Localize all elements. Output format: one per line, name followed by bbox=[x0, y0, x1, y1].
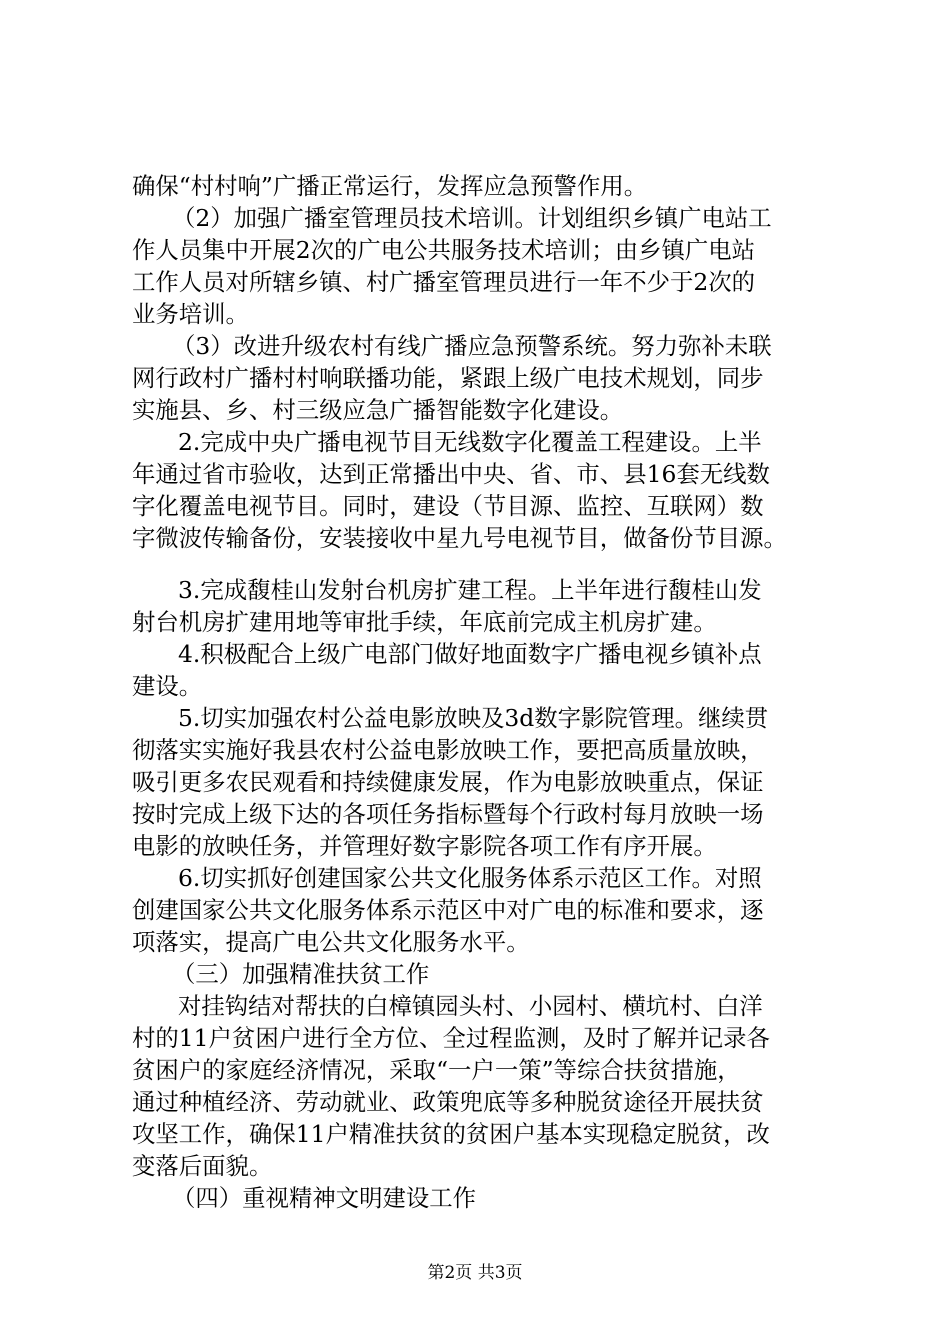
body-line-7: 网行政村广播村村响联播功能，紧跟上级广电技术规划，同步 bbox=[132, 364, 764, 392]
body-line-22: 6.切实抓好创建国家公共文化服务体系示范区工作。对照 bbox=[178, 864, 762, 892]
body-line-17: 5.切实加强农村公益电影放映及3d数字影院管理。继续贯 bbox=[178, 704, 769, 732]
body-line-15: 4.积极配合上级广电部门做好地面数字广播电视乡镇补点 bbox=[178, 640, 762, 668]
body-line-13: 3.完成馥桂山发射台机房扩建工程。上半年进行馥桂山发 bbox=[178, 576, 762, 604]
page-footer-page-number: 第2页 共3页 bbox=[427, 1263, 523, 1283]
body-line-27: 村的11户贫困户进行全方位、全过程监测，及时了解并记录各 bbox=[132, 1024, 770, 1052]
section-heading-4: （四）重视精神文明建设工作 bbox=[172, 1184, 477, 1212]
body-line-21: 电影的放映任务，并管理好数字影院各项工作有序开展。 bbox=[132, 832, 717, 860]
body-line-26: 对挂钩结对帮扶的白樟镇园头村、小园村、横坑村、白洋 bbox=[178, 992, 763, 1020]
body-line-29: 通过种植经济、劳动就业、政策兜底等多种脱贫途径开展扶贫 bbox=[132, 1088, 764, 1116]
body-line-6: （3）改进升级农村有线广播应急预警系统。努力弥补未联 bbox=[172, 332, 772, 360]
body-line-19: 吸引更多农民观看和持续健康发展，作为电影放映重点，保证 bbox=[132, 768, 764, 796]
body-line-28: 贫困户的家庭经济情况，采取“一户一策”等综合扶贫措施， bbox=[132, 1056, 741, 1084]
body-line-18: 彻落实实施好我县农村公益电影放映工作，要把高质量放映， bbox=[132, 736, 764, 764]
body-line-30: 攻坚工作，确保11户精准扶贫的贫困户基本实现稳定脱贫，改 bbox=[132, 1120, 770, 1148]
body-line-20: 按时完成上级下达的各项任务指标暨每个行政村每月放映一场 bbox=[132, 800, 764, 828]
body-line-10: 年通过省市验收，达到正常播出中央、省、市、县16套无线数 bbox=[132, 460, 770, 488]
body-line-14: 射台机房扩建用地等审批手续，年底前完成主机房扩建。 bbox=[132, 608, 717, 636]
section-heading-3: （三）加强精准扶贫工作 bbox=[172, 960, 430, 988]
body-line-8: 实施县、乡、村三级应急广播智能数字化建设。 bbox=[132, 396, 624, 424]
body-line-24: 项落实，提高广电公共文化服务水平。 bbox=[132, 928, 530, 956]
body-line-31: 变落后面貌。 bbox=[132, 1152, 273, 1180]
body-line-3: 作人员集中开展2次的广电公共服务技术培训；由乡镇广电站 bbox=[132, 236, 756, 264]
body-line-2: （2）加强广播室管理员技术培训。计划组织乡镇广电站工 bbox=[172, 204, 772, 232]
body-line-12: 字微波传输备份，安装接收中星九号电视节目，做备份节目源。 bbox=[132, 524, 787, 552]
body-line-9: 2.完成中央广播电视节目无线数字化覆盖工程建设。上半 bbox=[178, 428, 762, 456]
body-line-11: 字化覆盖电视节目。同时，建设（节目源、监控、互联网）数 bbox=[132, 492, 764, 520]
body-line-4: 工作人员对所辖乡镇、村广播室管理员进行一年不少于2次的 bbox=[132, 268, 756, 296]
body-line-23: 创建国家公共文化服务体系示范区中对广电的标准和要求，逐 bbox=[132, 896, 764, 924]
body-line-1: 确保“村村响”广播正常运行，发挥应急预警作用。 bbox=[132, 172, 648, 200]
body-line-16: 建设。 bbox=[132, 672, 203, 700]
body-line-5: 业务培训。 bbox=[132, 300, 249, 328]
